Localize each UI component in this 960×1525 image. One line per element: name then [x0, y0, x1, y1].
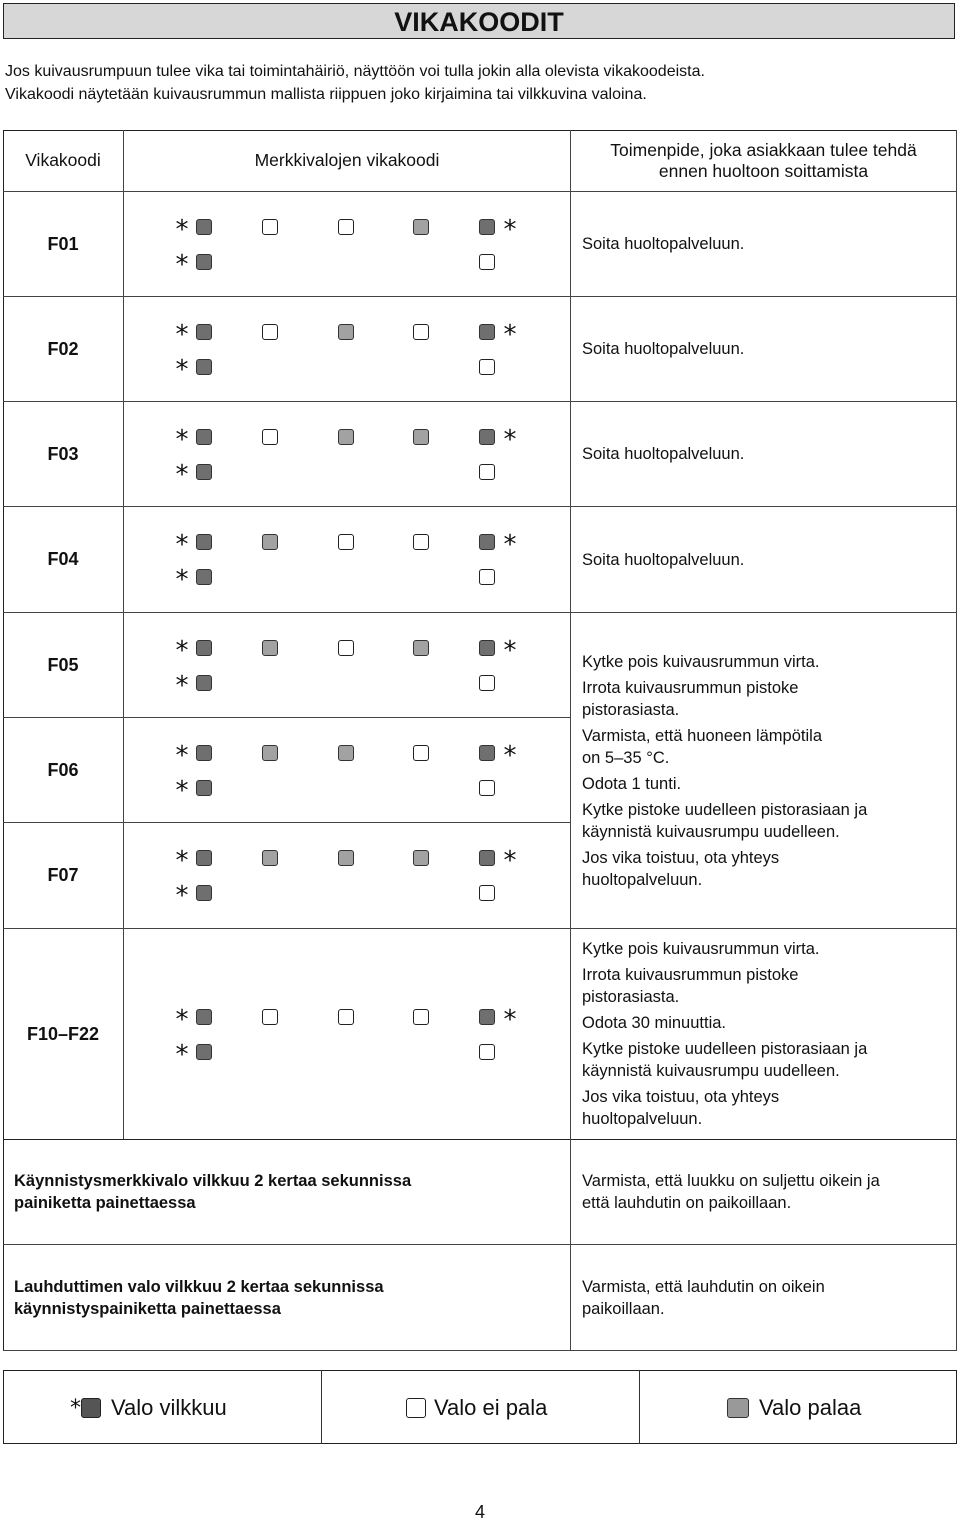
legend-on [727, 1395, 861, 1421]
page-number: 4 [474, 1502, 485, 1522]
indicator-light-on [262, 534, 278, 550]
star-icon: * [175, 881, 189, 911]
page-title: VIKAKOODIT [3, 3, 955, 39]
indicator-light-blink [196, 429, 212, 445]
indicator-light-off [338, 534, 354, 550]
error-code-label: F04 [47, 549, 79, 569]
star-icon: * [175, 565, 189, 595]
legend-blink [70, 1395, 227, 1421]
indicator-light-blink [479, 324, 495, 340]
indicator-light-off [479, 780, 495, 796]
legend-divider [639, 1370, 640, 1444]
action-step: Jos vika toistuu, ota yhteys huoltopalveluun. [582, 848, 780, 889]
error-code-label: F01 [47, 233, 79, 254]
error-code-cell [3, 507, 124, 613]
star-icon: * [175, 460, 189, 490]
indicator-light-off [262, 1009, 278, 1025]
indicator-light-on [338, 429, 354, 445]
problem-condenser-light [3, 1245, 571, 1351]
action-step: Kytke pois kuivausrummun virta. [582, 652, 820, 671]
indicator-light-blink [479, 745, 495, 761]
indicator-light-off [262, 219, 278, 235]
error-code-label: F07 [47, 865, 79, 885]
indicator-light-off [413, 324, 429, 340]
indicator-light-blink [196, 885, 212, 901]
star-icon: * [175, 425, 189, 455]
indicator-light-on [262, 745, 278, 761]
header-code-label: Vikakoodi [25, 150, 101, 170]
legend-divider [321, 1370, 322, 1444]
action-step: Kytke pois kuivausrummun virta. [582, 940, 820, 958]
star-icon: * [503, 1005, 517, 1035]
lights-cell [124, 823, 571, 929]
error-code-label: F06 [47, 759, 79, 780]
action-step: Varmista, että huoneen lämpötila on 5–35 °C. [582, 726, 822, 767]
intro-line: Vikakoodi näytetään kuivausrummun mallista riippuen joko kirjaimina tai vilkkuvina valoina. [5, 86, 647, 103]
indicator-light-blink [196, 850, 212, 866]
intro-text [5, 60, 945, 106]
star-icon: * [175, 355, 189, 385]
indicator-light-off [338, 1009, 354, 1025]
indicator-light-blink [479, 429, 495, 445]
indicator-light-on [413, 429, 429, 445]
error-code-cell [3, 718, 124, 823]
error-code-label: F03 [47, 443, 79, 464]
error-code-cell [3, 297, 124, 402]
indicator-light-off [338, 640, 354, 656]
indicator-light-off [479, 569, 495, 585]
legend-off-label: Valo ei pala [434, 1395, 548, 1420]
problem-start-light [3, 1139, 571, 1245]
legend-off [406, 1395, 547, 1421]
blinking-light-icon [81, 1398, 101, 1418]
error-code-cell [3, 192, 124, 297]
indicator-light-on [262, 850, 278, 866]
star-icon: * [175, 320, 189, 350]
star-icon: * [175, 1040, 189, 1070]
indicator-light-off [479, 254, 495, 270]
action-step: Irrota kuivausrummun pistoke pistorasiasta. [582, 678, 799, 719]
star-icon: * [503, 636, 517, 666]
indicator-light-off [479, 885, 495, 901]
error-code-cell [3, 823, 124, 929]
indicator-light-off [262, 429, 278, 445]
legend-on-label: Valo palaa [759, 1395, 862, 1420]
light-on-icon [727, 1398, 749, 1418]
lights-cell [124, 507, 571, 613]
action-cell [571, 192, 957, 297]
action-f05-f07 [571, 613, 957, 929]
indicator-light-on [413, 640, 429, 656]
indicator-light-on [413, 219, 429, 235]
star-icon: * [175, 250, 189, 280]
header-action-line: Toimenpide, joka asiakkaan tulee tehdä [610, 139, 917, 160]
star-icon: * [503, 846, 517, 876]
error-code-label: F05 [47, 654, 79, 675]
star-icon: * [503, 530, 517, 560]
header-action [571, 130, 957, 192]
header-lights-label: Merkkivalojen vikakoodi [254, 150, 440, 170]
indicator-light-off [479, 1044, 495, 1060]
indicator-light-blink [196, 324, 212, 340]
error-code-cell [3, 402, 124, 507]
indicator-light-blink [196, 359, 212, 375]
action-cell [571, 402, 957, 507]
indicator-light-on [338, 324, 354, 340]
header-action-line: ennen huoltoon soittamista [658, 160, 869, 181]
indicator-light-on [413, 850, 429, 866]
indicator-light-blink [479, 850, 495, 866]
action-text: Soita huoltopalveluun. [582, 340, 745, 358]
star-icon: * [503, 320, 517, 350]
error-code-cell [3, 613, 124, 718]
indicator-light-blink [196, 254, 212, 270]
indicator-light-off [262, 324, 278, 340]
indicator-light-blink [196, 464, 212, 480]
indicator-light-blink [196, 534, 212, 550]
action-cell [571, 297, 957, 402]
action-step: Irrota kuivausrummun pistoke pistorasiasta. [582, 966, 799, 1006]
star-icon: * [175, 741, 189, 771]
star-icon: * [175, 215, 189, 245]
action-step: Odota 30 minuuttia. [582, 1014, 727, 1032]
header-lights [124, 130, 571, 192]
action-text: Soita huoltopalveluun. [582, 445, 745, 463]
indicator-light-off [479, 464, 495, 480]
action-cell [571, 507, 957, 613]
indicator-light-blink [479, 219, 495, 235]
indicator-light-off [338, 219, 354, 235]
indicator-light-blink [479, 1009, 495, 1025]
action-text: Soita huoltopalveluun. [582, 550, 745, 569]
action-start-light [571, 1139, 957, 1245]
indicator-light-on [262, 640, 278, 656]
header-code [3, 130, 124, 192]
indicator-light-off [413, 1009, 429, 1025]
indicator-light-blink [479, 640, 495, 656]
action-condenser-light [571, 1245, 957, 1351]
indicator-light-on [338, 850, 354, 866]
action-step: Jos vika toistuu, ota yhteys huoltopalveluun. [582, 1088, 780, 1128]
indicator-light-off [413, 745, 429, 761]
indicator-light-off [479, 359, 495, 375]
indicator-light-blink [196, 780, 212, 796]
action-condenser-light-text: Varmista, että lauhdutin on oikein paikoillaan. [582, 1277, 825, 1318]
star-icon: * [503, 425, 517, 455]
action-f10-f22 [571, 929, 957, 1140]
star-icon: * [175, 530, 189, 560]
star-icon: * [70, 1395, 81, 1421]
action-step: Kytke pistoke uudelleen pistorasiaan ja käynnistä kuivausrumpu uudelleen. [582, 800, 868, 841]
star-icon: * [503, 741, 517, 771]
action-text: Soita huoltopalveluun. [582, 235, 745, 253]
error-code-label: F10–F22 [26, 1023, 100, 1044]
legend-blink-label: Valo vilkkuu [111, 1395, 227, 1420]
indicator-light-on [338, 745, 354, 761]
action-step: Odota 1 tunti. [582, 774, 682, 793]
indicator-light-blink [196, 569, 212, 585]
error-code-label: F02 [47, 338, 79, 359]
star-icon: * [175, 1005, 189, 1035]
indicator-light-blink [196, 219, 212, 235]
error-code-cell [3, 929, 124, 1140]
star-icon: * [175, 671, 189, 701]
indicator-light-blink [196, 1044, 212, 1060]
indicator-light-off [479, 675, 495, 691]
indicator-light-blink [196, 745, 212, 761]
star-icon: * [175, 636, 189, 666]
indicator-light-blink [196, 675, 212, 691]
problem-start-light-text: Käynnistysmerkkivalo vilkkuu 2 kertaa sekunnissa painiketta painettaessa [14, 1171, 412, 1212]
intro-line: Jos kuivausrumpuun tulee vika tai toimintahäiriö, näyttöön voi tulla jokin alla olevista vikakoodeista. [5, 63, 705, 80]
star-icon: * [175, 846, 189, 876]
problem-condenser-light-text: Lauhduttimen valo vilkkuu 2 kertaa sekunnissa käynnistyspainiketta painettaessa [14, 1277, 384, 1318]
star-icon: * [503, 215, 517, 245]
indicator-light-blink [196, 640, 212, 656]
action-start-light-text: Varmista, että luukku on suljettu oikein ja että lauhdutin on paikoillaan. [582, 1171, 880, 1212]
indicator-light-blink [479, 534, 495, 550]
light-off-icon [406, 1398, 426, 1418]
action-step: Kytke pistoke uudelleen pistorasiaan ja käynnistä kuivausrumpu uudelleen. [582, 1040, 868, 1080]
star-icon: * [175, 776, 189, 806]
indicator-light-blink [196, 1009, 212, 1025]
indicator-light-off [413, 534, 429, 550]
